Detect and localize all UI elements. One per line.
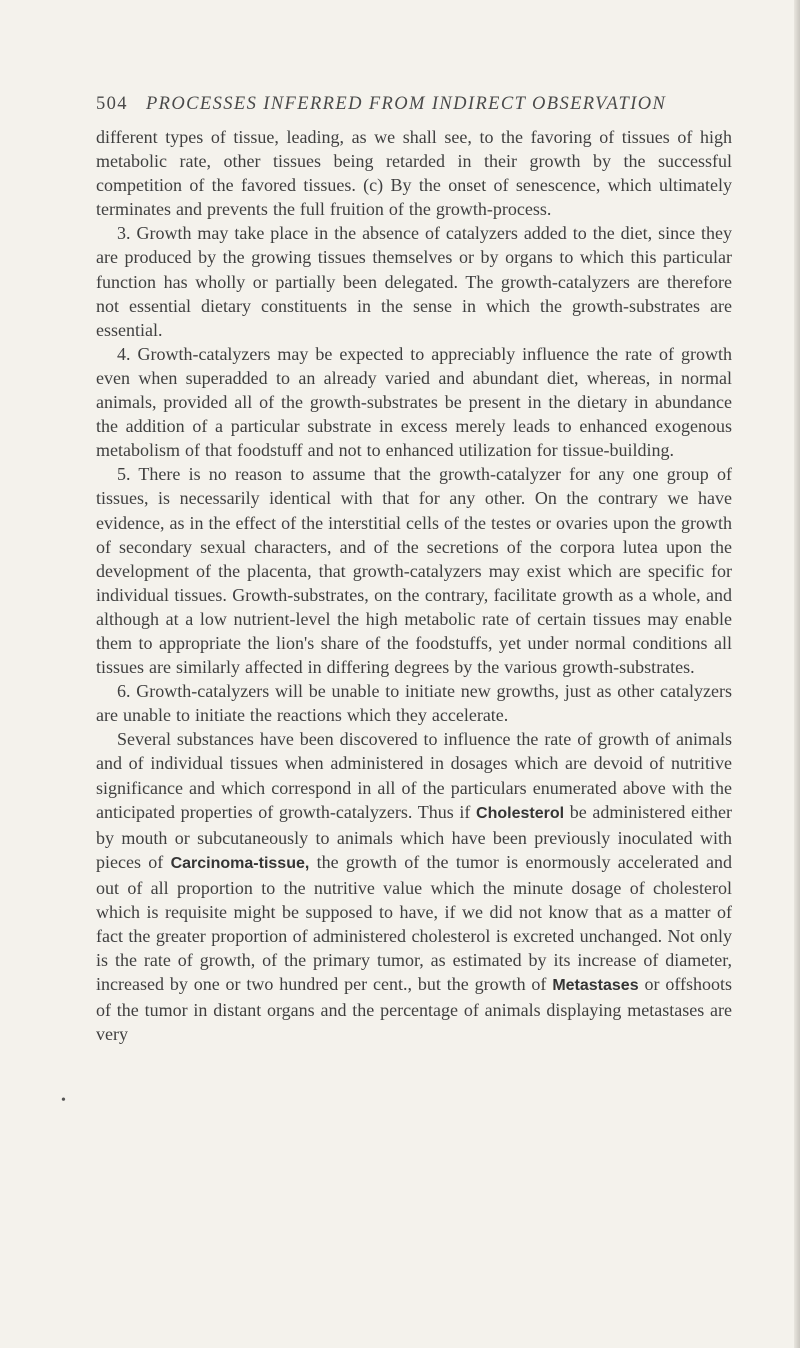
paragraph-text-segment: or offshoots of the tumor in distant organs and the percentage of animals displaying metastases are very: [96, 974, 733, 1045]
running-head: [96, 94, 736, 115]
page-number: 504: [96, 94, 128, 114]
page-edge-shadow: [794, 0, 800, 1348]
paragraph-item-6: 6. Growth-catalyzers will be unable to initiate new growths, just as other catalyzers are unable to initiate the reactions which they accelerate.: [96, 681, 732, 726]
term-metastases: Metastases: [552, 977, 639, 995]
term-carcinoma-tissue: Carcinoma-tissue,: [170, 854, 310, 872]
paragraph-text-segment: Several substances have been discovered to influence the rate of growth of animals and of individual tissues when administered in dosages which are devoid of nutritive significance and which correspond in all of the particulars enumerated above with the anticipated properties of growth-catalyzers. Thus if: [96, 729, 732, 822]
paragraph-item-4: 4. Growth-catalyzers may be expected to appreciably influence the rate of growth even when superadded to an already varied and abundant diet, whereas, in normal animals, provided all of the growth-substrates be present in the dietary in abundance the addition of a particular substrate in excess merely leads to enhanced exogenous metabolism of that foodstuff and not to enhanced utilization for tissue-building.: [96, 343, 732, 461]
term-cholesterol: Cholesterol: [476, 804, 565, 822]
body-text: [96, 125, 732, 1047]
paragraph-continuation: different types of tissue, leading, as we shall see, to the favoring of tissues of high metabolic rate, other tissues being retarded in their growth by the successful competition of the favored tissues. (c) By the onset of senescence, which ultimately terminates and prevents the full fruition of the growth-process.: [96, 127, 732, 220]
paragraph-item-3: 3. Growth may take place in the absence of catalyzers added to the diet, since they are produced by the growing tissues themselves or by organs to which this particular function has wholly or partially been delegated. The growth-catalyzers are therefore not essential dietary constituents in the sense in which the growth-substrates are essential.: [96, 223, 732, 340]
paragraph-text-segment: be administered either by mouth or subcutaneously to animals which have been previously inoculated with pieces of: [96, 801, 732, 872]
margin-mark: •: [61, 1093, 66, 1108]
paragraph-text-segment: the growth of the tumor is enormously accelerated and out of all proportion to the nutritive value which the minute dosage of cholesterol which is requisite might be supposed to have, if we did not know that as a matter of fact the greater proportion of administered cholesterol is excreted unchanged. Not only is the rate of growth, of the primary tumor, as estimated by its increase of diameter, increased by one or two hundred per cent., but the growth of: [96, 851, 732, 995]
running-title: PROCESSES INFERRED FROM INDIRECT OBSERVATION: [145, 94, 667, 114]
paragraph-item-5: 5. There is no reason to assume that the growth-catalyzer for any one group of tissues, is necessarily identical with that for any other. On the contrary we have evidence, as in the effect of the interstitial cells of the testes or ovaries upon the growth of secondary sexual characters, and of the secretions of the corpora lutea upon the development of the placenta, that growth-catalyzers may exist which are specific for individual tissues. Growth-substrates, on the contrary, facilitate growth as a whole, and although at a low nutrient-level the high metabolic rate of certain tissues may enable them to appropriate the lion's share of the foodstuffs, yet under normal conditions all tissues are similarly affected in differing degrees by the various growth-substrates.: [96, 464, 732, 678]
paragraph-substances: [96, 727, 732, 1046]
